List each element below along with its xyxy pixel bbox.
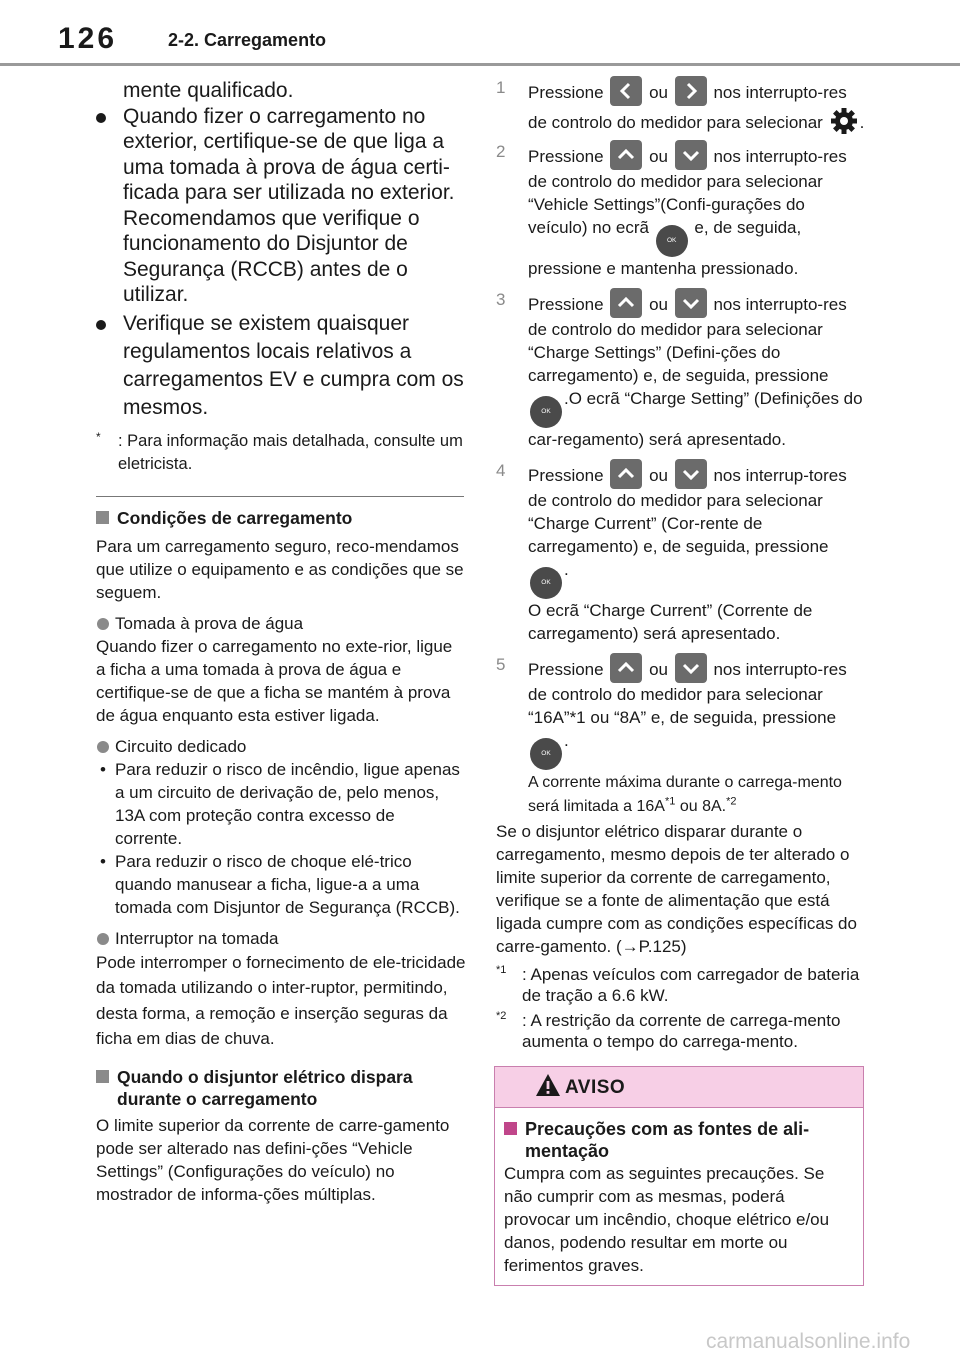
condition-text: Quando fizer o carregamento no exte-rior, ligue a ficha a uma tomada à prova de água e certifique-se de que a ficha se mantém à prova de água enquanto esta estiver ligada. [96, 636, 453, 725]
up-arrow-icon [610, 653, 642, 683]
warning-triangle-icon [535, 1072, 561, 1098]
bullet-icon [96, 113, 106, 123]
step-2: 2 Pressione ou nos interrupto-res de controlo do medidor para selecionar “Vehicle Settings”(Confi-gurações do veículo) no ecrã OK e, de seguida, pressione e mantenha pressionado. [496, 142, 847, 278]
step-3: 3 Pressione ou nos interrupto-res de controlo do medidor para selecionar “Charge Settings” (Defini-ções do carregamento) e, de seguida, pressione OK.O ecrã “Charge Setting” (Definições do car-regamento) será apresentado. [496, 290, 863, 449]
footnote-mark: * [96, 429, 101, 444]
page-number: 126 [58, 22, 118, 55]
warning-header [495, 1067, 863, 1108]
up-arrow-icon [610, 459, 642, 489]
watermark: carmanualsonline.info [706, 1330, 911, 1353]
down-arrow-icon [675, 653, 707, 683]
section-heading: Condições de carregamento [96, 507, 466, 529]
section-title: 2-2. Carregamento [168, 30, 327, 50]
right-column [496, 76, 866, 1052]
ok-button-icon: OK [530, 738, 562, 770]
gear-icon [828, 106, 860, 136]
square-bullet-icon [504, 1122, 517, 1135]
condition-title: Tomada à prova de água [96, 612, 466, 635]
bullet-text: Quando fizer o carregamento no exterior, certifique-se de que liga a uma tomada à prova de água certi-ficada para ser utilizada no exterior. Recomendamos que verifique o funcionamento do Disjuntor de Segurança (RCCB) antes de o utilizar. [123, 104, 455, 306]
left-arrow-icon [610, 76, 642, 106]
condition-text: Pode interromper o fornecimento de ele-tricidade da tomada utilizando o inter-ruptor, permitindo, desta forma, a remoção e inserção seguras da ficha em dias de chuva. [96, 952, 466, 1048]
section-text: O limite superior da corrente de carre-gamento pode ser alterado nas defini-ções “Vehicle Settings” (Configurações do veículo) no mostrador de informa-ções múltiplas. [96, 1115, 450, 1204]
right-arrow-icon [675, 76, 707, 106]
step-5: 5 Pressione ou nos interrupto-res de controlo do medidor para selecionar “16A”*1 ou “8A” e, de seguida, pressione OK. A corrente máxima durante o carrega-mento será limitada a $16A^{*1}$ ou 8A.$^{*2}$ [496, 655, 847, 815]
circle-bullet-icon [97, 618, 109, 630]
square-bullet-icon [96, 511, 109, 524]
square-bullet-icon [96, 1070, 109, 1083]
section-intro: Para um carregamento seguro, reco-mendamos que utilize o equipamento e as condições que se seguem. [96, 536, 464, 602]
footnote [96, 430, 466, 476]
condition-title: Interruptor na tomada [96, 927, 466, 950]
left-column [96, 72, 466, 1206]
up-arrow-icon [610, 288, 642, 318]
step-4: 4 Pressione ou nos interrup-tores de controlo do medidor para selecionar “Charge Current” (Cor-rente de carregamento) e, de seguida, pressione OK. O ecrã “Charge Current” (Corrente de carregamento) será apresentado. [496, 461, 847, 643]
up-arrow-icon [610, 140, 642, 170]
breaker-paragraph: Se o disjuntor elétrico disparar durante o carregamento, mesmo depois de ter alterado o limite superior da corrente de carregamento, verifique se a fonte de alimentação que está ligada cumpre com as condições específicas do carre-gamento. (→P.125) [496, 822, 857, 956]
ok-button-icon: OK [530, 567, 562, 599]
section-heading: Quando o disjuntor elétrico dispara durante o carregamento [96, 1066, 466, 1110]
continued-text: mente qualificado. [123, 79, 294, 102]
warning-heading: Precauções com as fontes de ali-mentação [504, 1118, 854, 1162]
bullet-text: Verifique se existem quaisquer regulamentos locais relativos a carregamentos EV e cumpra com os mesmos. [123, 311, 464, 419]
ok-button-icon: OK [656, 225, 688, 257]
page-header [0, 0, 960, 70]
dash-item: • Para reduzir o risco de choque elé-trico quando manusear a ficha, ligue-a a uma tomada com Disjuntor de Segurança (RCCB). [100, 851, 460, 917]
warning-box [494, 1066, 864, 1286]
down-arrow-icon [675, 140, 707, 170]
footnote-2: *2 : A restrição da corrente de carrega-mento aumenta o tempo do carrega-mento. [496, 1010, 841, 1051]
condition-title: Circuito dedicado [96, 735, 466, 758]
warning-text: Cumpra com as seguintes precauções. Se não cumprir com as mesmas, poderá provocar um incêndio, choque elétrico e/ou danos, podendo resultar em morte ou ferimentos graves. [504, 1164, 830, 1275]
footnote-text: : Para informação mais detalhada, consulte um eletricista. [118, 431, 463, 473]
ok-button-icon: OK [530, 396, 562, 428]
dash-item: • Para reduzir o risco de incêndio, ligue apenas a um circuito de derivação de, pelo menos, 13A com proteção contra excesso de corrente. [100, 759, 460, 848]
warning-title: AVISO [565, 1077, 626, 1098]
down-arrow-icon [675, 288, 707, 318]
bullet-item [96, 310, 466, 422]
header-rule [0, 63, 960, 66]
footnote-1: *1 : Apenas veículos com carregador de bateria de tração a 6.6 kW. [496, 964, 860, 1005]
bullet-icon [96, 320, 106, 330]
bullet-item [96, 104, 466, 308]
circle-bullet-icon [97, 741, 109, 753]
circle-bullet-icon [97, 933, 109, 945]
step-1: 1 Pressione ou nos interrupto-res de controlo do medidor para selecionar . [496, 76, 866, 136]
down-arrow-icon [675, 459, 707, 489]
divider [96, 496, 464, 497]
